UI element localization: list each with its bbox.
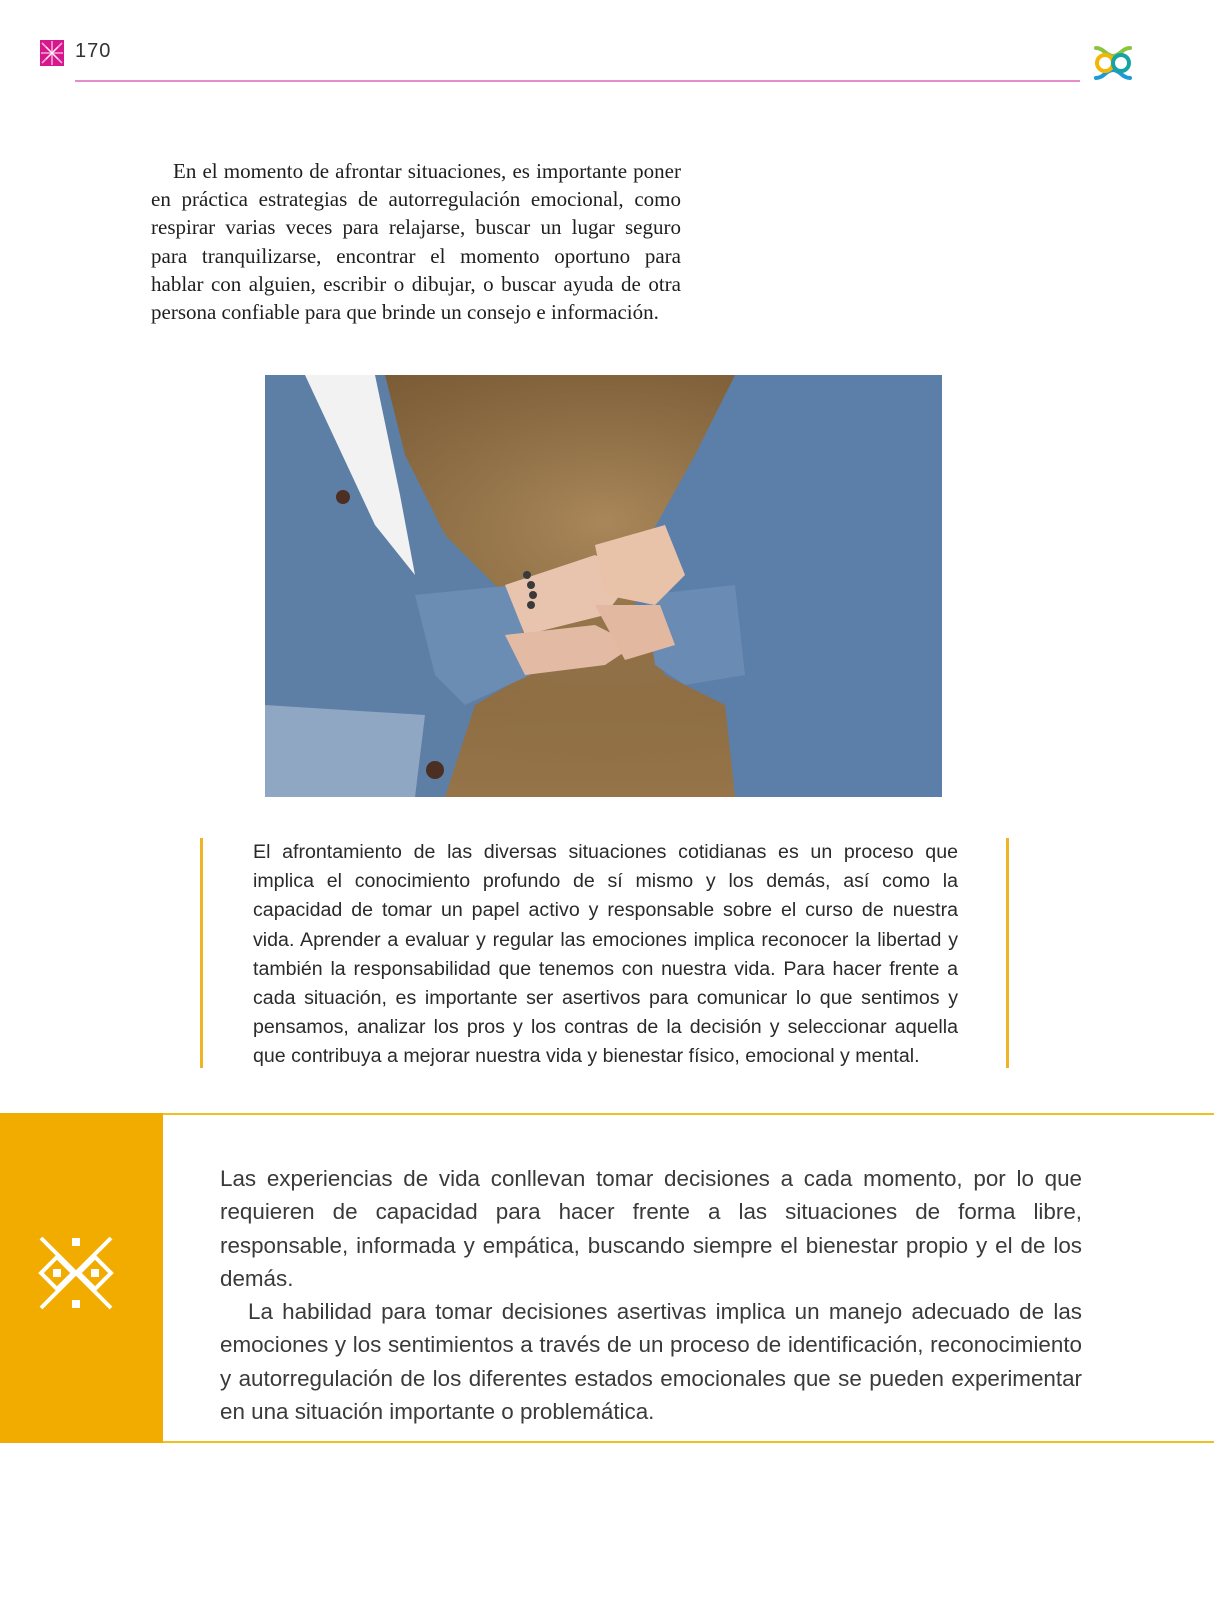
highlight-top-rule [163, 1113, 1214, 1115]
white-textile-pattern-icon [37, 1234, 115, 1312]
quote-left-bar [200, 838, 203, 1068]
two-people-holding-hands-photo [265, 375, 942, 797]
quote-paragraph: El afrontamiento de las diversas situaciones cotidianas es un proceso que implica el conocimiento profundo de sí mismo y los demás, así como la capacidad de tomar un papel activo y responsable sobre el curso de nuestra vida. Aprender a evaluar y regular las emociones implica reconocer la libertad y también la responsabilidad que tenemos con nuestra vida. Para hacer frente a cada situación, es importante ser asertivos para comunicar lo que sentimos y pensamos, analizar los pros y los contras de la decisión y seleccionar aquella que contribuya a mejorar nuestra vida y bienestar físico, emocional y mental. [253, 841, 958, 1068]
intro-paragraph: En el momento de afrontar situaciones, es importante poner en práctica estrategias de autorregulación emocional, como respirar varias veces para relajarse, buscar un lugar seguro para tranquilizarse, encontrar el momento oportuno para hablar con alguien, escribir o dibujar, o buscar ayuda de otra persona confiable para que brinde un consejo e información. [151, 159, 681, 325]
interlocking-rings-logo-icon [1090, 40, 1136, 86]
quote-right-bar [1006, 838, 1009, 1068]
highlight-text [220, 1162, 1082, 1428]
magenta-textile-pattern-icon [40, 40, 64, 66]
page-number: 170 [75, 40, 112, 62]
highlight-paragraph-1: Las experiencias de vida conllevan tomar decisiones a cada momento, por lo que requieren de capacidad para hacer frente a las situaciones de forma libre, responsable, informada y empática, buscando siempre el bienestar propio y el de los demás. [220, 1166, 1082, 1291]
highlight-paragraph-2: La habilidad para tomar decisiones asertivas implica un manejo adecuado de las emociones y los sentimientos a través de un proceso de identificación, reconocimiento y autorregulación de los diferentes estados emocionales que se pueden experimentar en una situación importante o problemática. [220, 1299, 1082, 1425]
header-divider [75, 80, 1080, 82]
highlight-bottom-rule [163, 1441, 1214, 1443]
